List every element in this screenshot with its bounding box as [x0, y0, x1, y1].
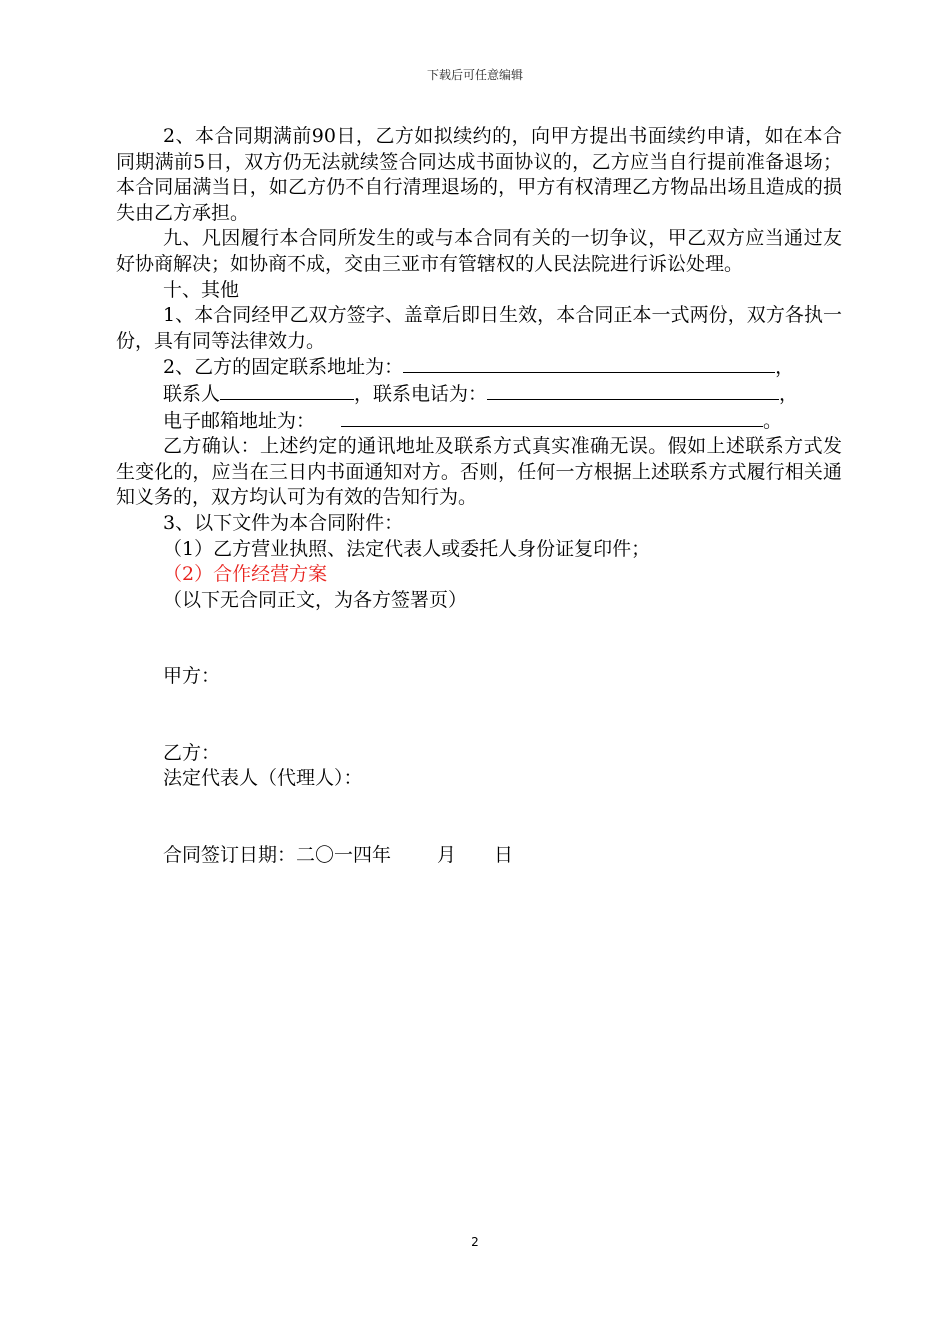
email-label: 电子邮箱地址为：: [163, 409, 316, 432]
phone-label: ，联系电话为：: [354, 382, 488, 405]
email-blank[interactable]: [341, 408, 763, 427]
signing-date: [116, 843, 842, 869]
contact-line: [116, 381, 842, 408]
page-number: 2: [471, 1235, 479, 1249]
renewal-paragraph: 2、本合同期满前90日，乙方如拟续约的，向甲方提出书面续约申请，如在本合同期满前5日，双方仍无法就续签合同达成书面协议的，乙方应当自行提前准备退场；本合同届满当日，如乙方仍不自行清理退场的，甲方有权清理乙方物品出场且造成的损失由乙方承担。: [116, 125, 842, 224]
phone-blank[interactable]: [487, 381, 779, 400]
attachments-heading: 3、以下文件为本合同附件：: [163, 511, 404, 534]
legal-rep-signature: 法定代表人（代理人）：: [163, 767, 363, 790]
date-day: 日: [494, 844, 514, 867]
email-end: 。: [763, 409, 783, 432]
date-month: 月: [437, 844, 457, 867]
other-heading: 十、其他: [163, 278, 240, 301]
contact-label: 联系人: [163, 382, 221, 405]
no-more-text-note: （以下无合同正文，为各方签署页）: [163, 588, 468, 611]
document-body: [116, 124, 842, 869]
page-header-note: 下载后可任意编辑: [426, 68, 523, 82]
confirm-paragraph: 乙方确认：上述约定的通讯地址及联系方式真实准确无误。假如上述联系方式发生变化的，应当在三日内书面通知对方。否则，任何一方根据上述联系方式履行相关通知义务的，双方均认可为有效的告知行为。: [116, 435, 842, 509]
effect-paragraph: 1、本合同经甲乙双方签字、盖章后即日生效，本合同正本一式两份，双方各执一份，具有同等法律效力。: [116, 304, 842, 352]
address-blank[interactable]: [403, 354, 775, 373]
address-end: ，: [775, 356, 795, 379]
email-line: [116, 408, 842, 435]
phone-end: ，: [779, 382, 799, 405]
contact-blank[interactable]: [220, 381, 354, 400]
address-line: [116, 354, 842, 381]
attachment-2: （2）合作经营方案: [163, 563, 328, 586]
party-a-signature: 甲方：: [163, 665, 221, 688]
address-label: 2、乙方的固定联系地址为：: [163, 356, 404, 379]
dispute-paragraph: 九、凡因履行本合同所发生的或与本合同有关的一切争议，甲乙双方应当通过友好协商解决；如协商不成，交由三亚市有管辖权的人民法院进行诉讼处理。: [116, 227, 842, 275]
attachment-1: （1）乙方营业执照、法定代表人或委托人身份证复印件；: [163, 537, 651, 560]
date-label: 合同签订日期：二〇一四年: [163, 844, 392, 867]
party-b-signature: 乙方：: [163, 741, 221, 764]
